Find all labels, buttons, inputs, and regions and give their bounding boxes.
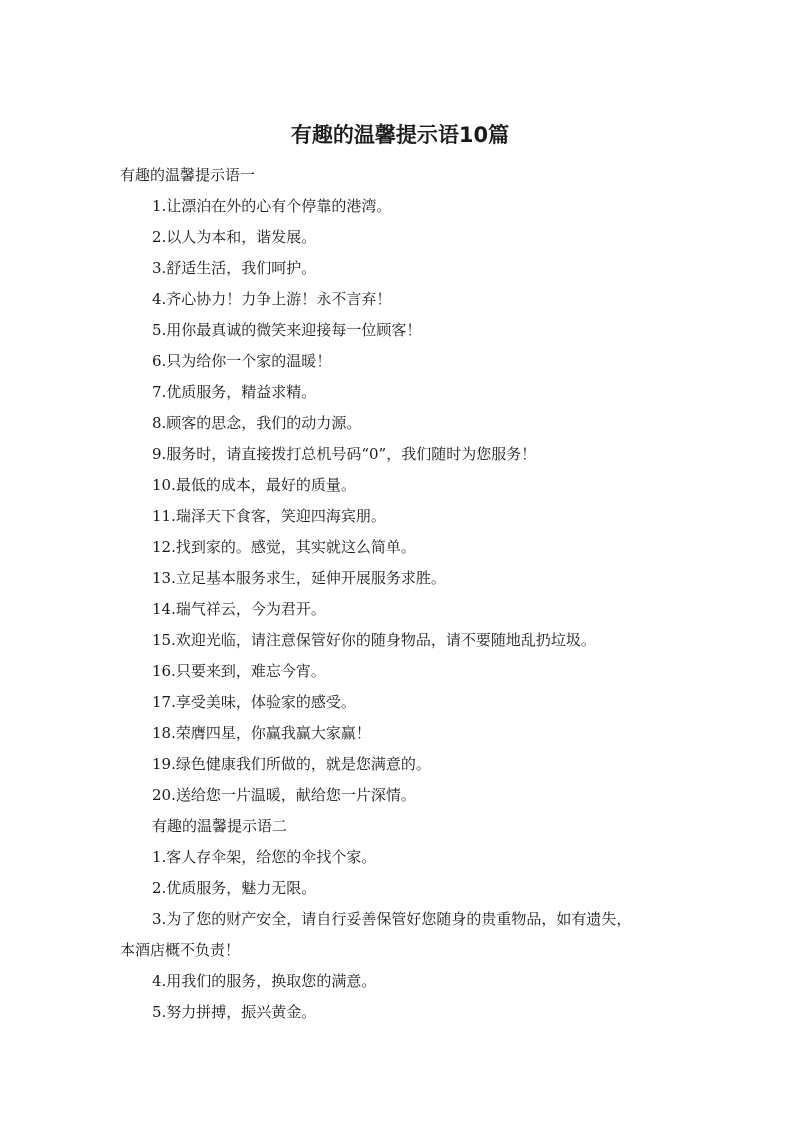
list-item: 14.瑞气祥云，今为君开。 [152,600,326,618]
list-item: 11.瑞泽天下食客，笑迎四海宾朋。 [152,507,386,525]
document-title: 有趣的温馨提示语10篇 [290,123,510,147]
list-item: 2.以人为本和，谐发展。 [152,228,317,246]
list-item: 10.最低的成本，最好的质量。 [152,476,356,494]
list-item: 16.只要来到，难忘今宵。 [152,662,326,680]
list-item: 17.享受美味，体验家的感受。 [152,693,356,711]
list-item: 8.顾客的思念，我们的动力源。 [152,414,362,432]
list-item: 4.用我们的服务，换取您的满意。 [152,972,377,990]
section-heading-1: 有趣的温馨提示语一 [120,166,256,184]
list-item: 13.立足基本服务求生，延伸开展服务求胜。 [152,569,446,587]
list-item: 2.优质服务，魅力无限。 [152,879,317,897]
list-item-line-2: 本酒店概不负责！ [120,941,241,959]
list-item: 19.绿色健康我们所做的，就是您满意的。 [152,755,431,773]
list-item: 20.送给您一片温暖，献给您一片深情。 [152,786,416,804]
list-item: 5.用你最真诚的微笑来迎接每一位顾客！ [152,321,422,339]
list-item: 1.客人存伞架，给您的伞找个家。 [152,848,377,866]
document-body [120,160,680,1028]
list-item: 4.齐心协力！力争上游！永不言弃！ [152,290,392,308]
wrapped-paragraph [120,904,680,966]
list-item: 6.只为给你一个家的温暖！ [152,352,332,370]
list-item: 15.欢迎光临，请注意保管好你的随身物品，请不要随地乱扔垃圾。 [152,631,596,649]
list-item-line-1: 3.为了您的财产安全，请自行妥善保管好您随身的贵重物品，如有遗失， [152,910,632,928]
section-heading-2: 有趣的温馨提示语二 [152,817,288,835]
list-item: 5.努力拼搏，振兴黄金。 [152,1003,317,1021]
list-item: 12.找到家的。感觉，其实就这么简单。 [152,538,416,556]
list-item: 1.让漂泊在外的心有个停靠的港湾。 [152,197,392,215]
list-item: 18.荣膺四星，你赢我赢大家赢！ [152,724,371,742]
list-item: 7.优质服务，精益求精。 [152,383,317,401]
list-item: 3.舒适生活，我们呵护。 [152,259,317,277]
list-item: 9.服务时，请直接拨打总机号码“0”，我们随时为您服务！ [152,445,537,463]
